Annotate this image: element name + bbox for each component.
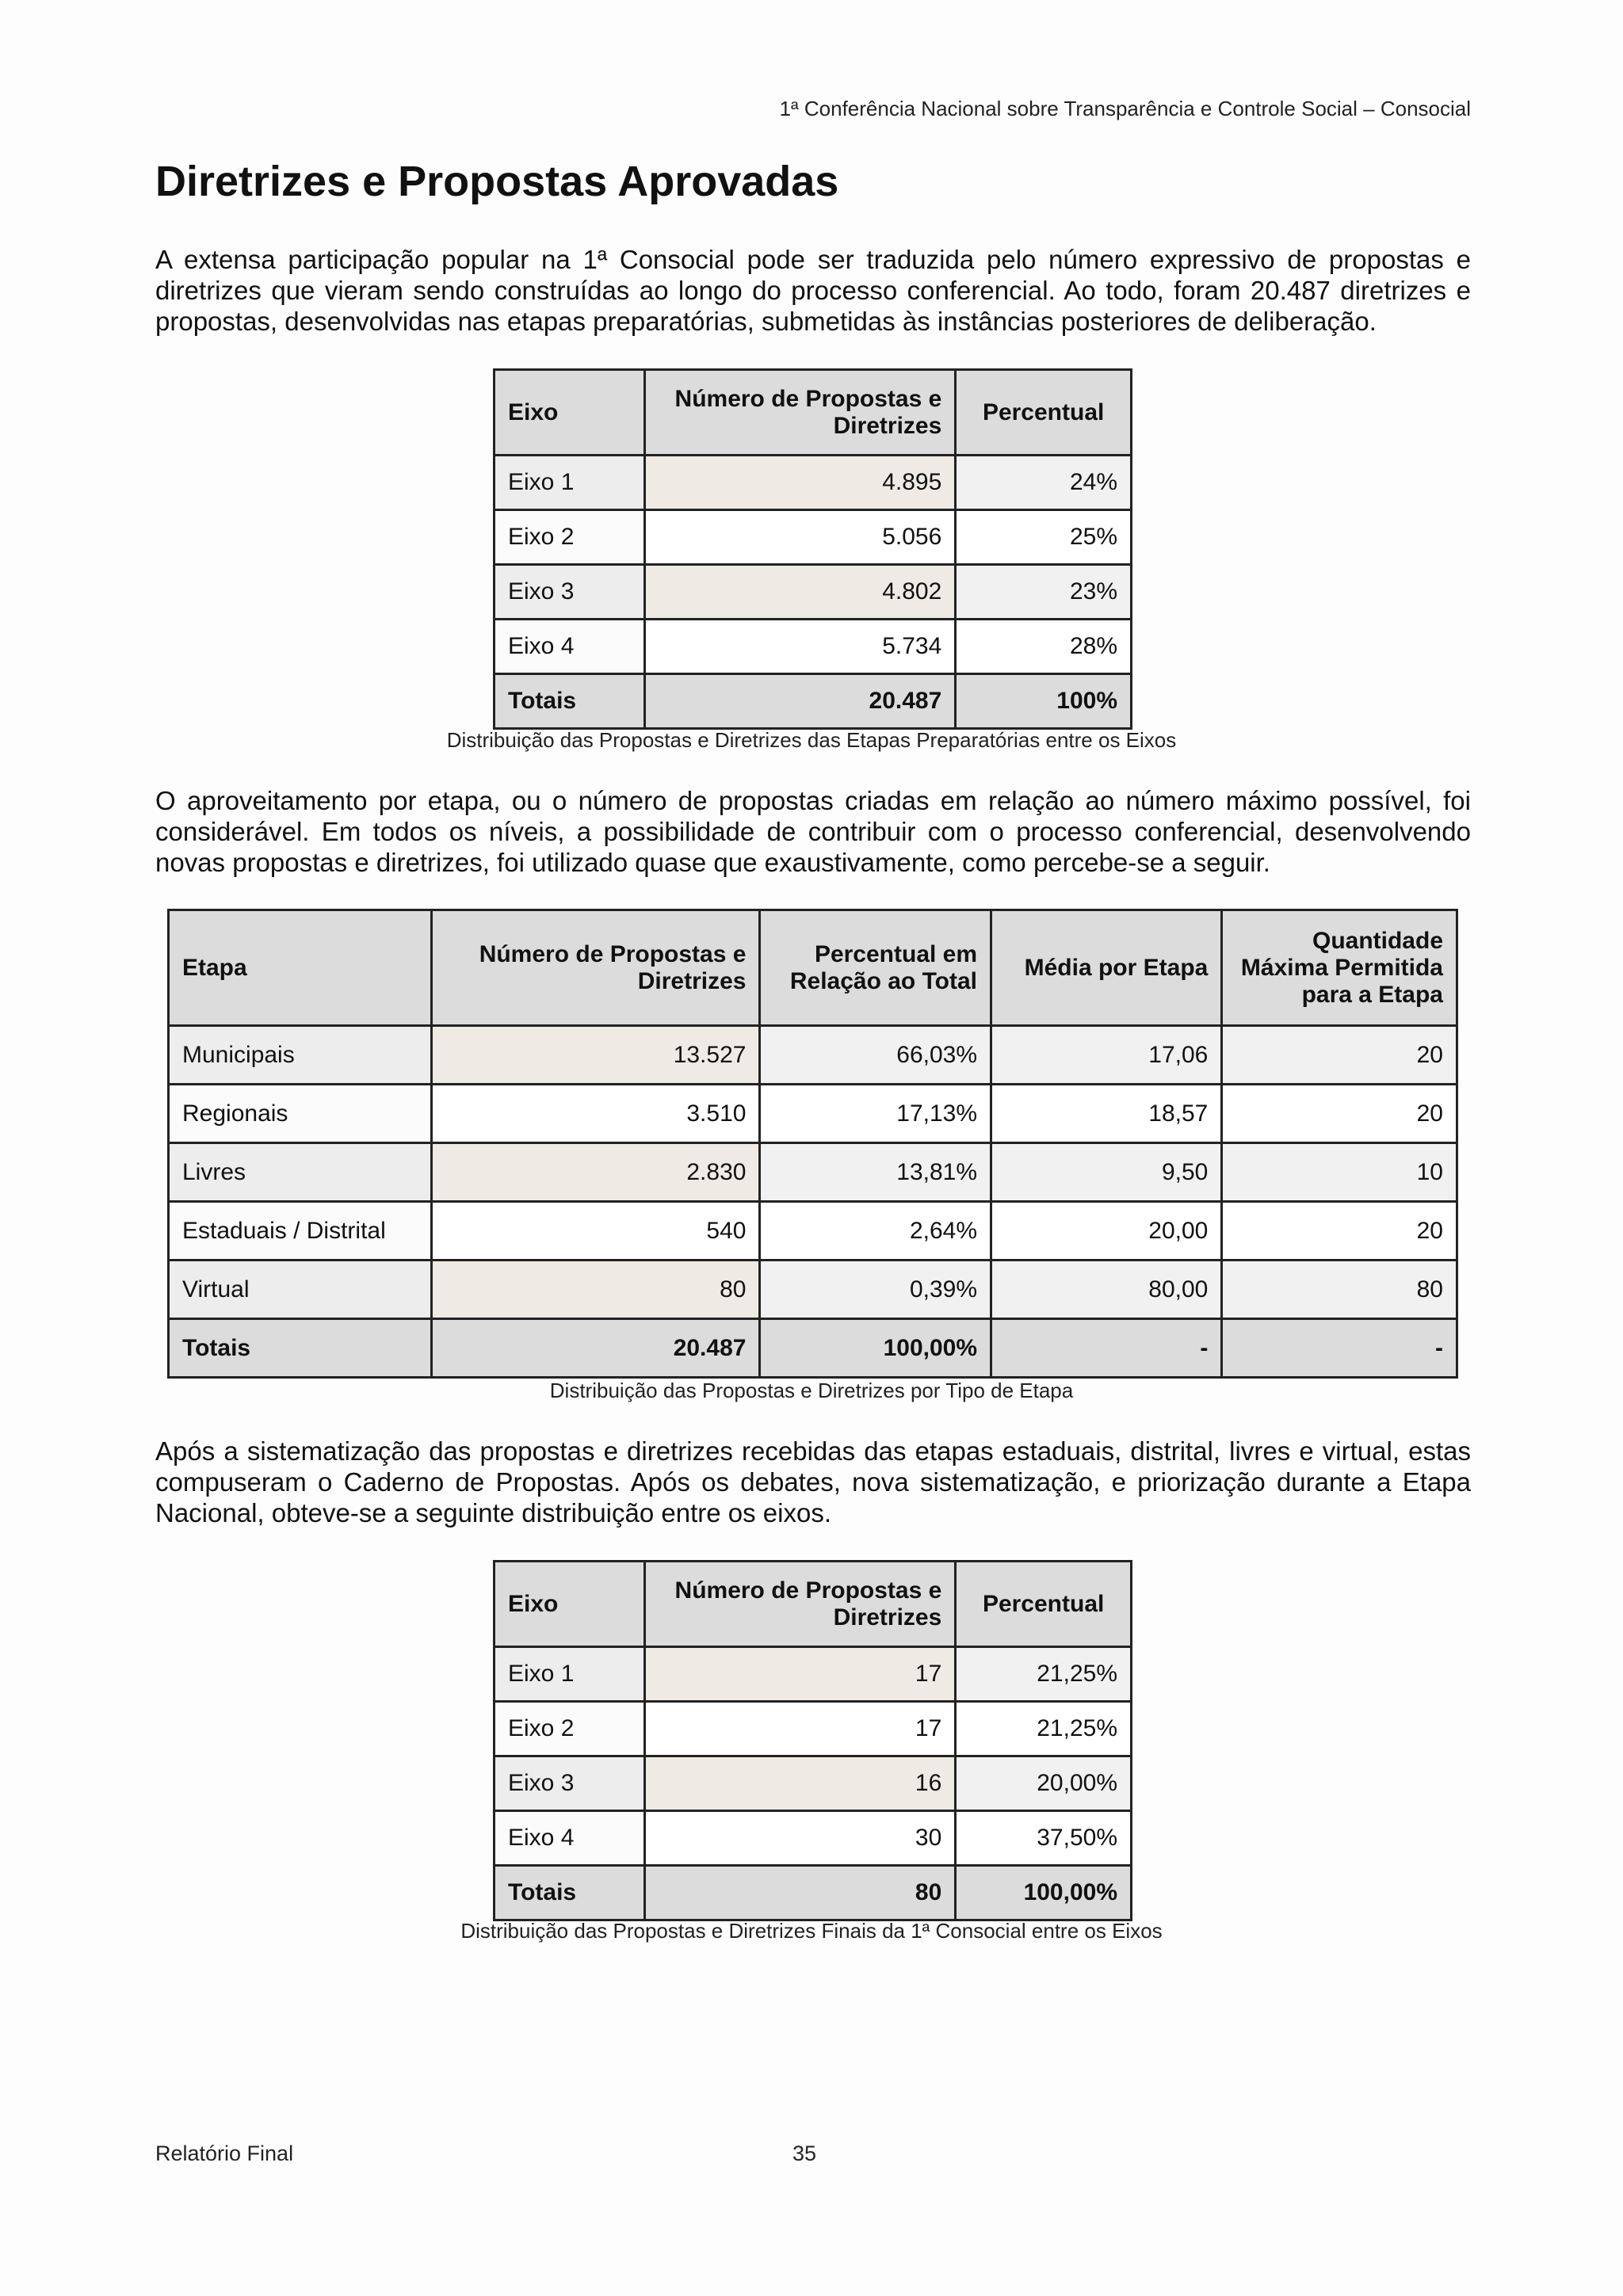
cell-percent: 37,50% — [956, 1811, 1132, 1866]
cell-total-label: Totais — [169, 1319, 432, 1378]
col-header-eixo: Eixo — [495, 1562, 645, 1647]
cell-count: 80 — [432, 1261, 760, 1319]
cell-percent: 25% — [956, 510, 1132, 565]
table-row — [495, 565, 1132, 620]
running-header: 1ª Conferência Nacional sobre Transparência e Controle Social – Consocial — [779, 97, 1471, 120]
table-row — [495, 456, 1132, 510]
cell-total-count: 20.487 — [645, 674, 956, 729]
cell-eixo: Eixo 2 — [495, 1702, 645, 1756]
cell-etapa: Estaduais / Distrital — [169, 1202, 432, 1261]
cell-etapa: Livres — [169, 1143, 432, 1202]
final-paragraph: Após a sistematização das propostas e diretrizes recebidas das etapas estaduais, distrital, livres e virtual, estas compuseram o Caderno de Propostas. Após os debates, nova sistematização, e priorização durante a Etapa Nacional, obteve-se a seguinte distribuição entre os eixos. — [155, 1436, 1471, 1527]
cell-percent: 28% — [956, 620, 1132, 674]
table-caption: Distribuição das Propostas e Diretrizes Finais da 1ª Consocial entre os Eixos — [460, 1919, 1163, 1943]
footer-report-title: Relatório Final — [155, 2142, 294, 2165]
section-title: Diretrizes e Propostas Aprovadas — [155, 158, 839, 205]
cell-percent: 20,00% — [956, 1756, 1132, 1811]
cell-percent: 21,25% — [956, 1702, 1132, 1756]
table-row — [495, 1702, 1132, 1756]
col-header-count: Número de Propostas e Diretrizes — [645, 370, 956, 456]
cell-total-count: 80 — [645, 1866, 956, 1920]
table-preparatory-axes — [493, 368, 1132, 730]
cell-average: 17,06 — [991, 1026, 1222, 1085]
table-total-row — [495, 674, 1132, 729]
cell-count: 4.802 — [645, 565, 956, 620]
col-header-percent: Percentual em Relação ao Total — [760, 910, 991, 1026]
table-header-row — [169, 910, 1457, 1026]
col-header-average: Média por Etapa — [991, 910, 1222, 1026]
cell-total-label: Totais — [495, 674, 645, 729]
cell-percent: 0,39% — [760, 1261, 991, 1319]
cell-total-label: Totais — [495, 1866, 645, 1920]
table-row — [495, 620, 1132, 674]
table-header-row — [495, 1562, 1132, 1647]
table-row — [169, 1085, 1457, 1143]
cell-eixo: Eixo 1 — [495, 456, 645, 510]
cell-count: 5.056 — [645, 510, 956, 565]
table-row — [169, 1261, 1457, 1319]
cell-max: 80 — [1222, 1261, 1457, 1319]
cell-average: 9,50 — [991, 1143, 1222, 1202]
cell-etapa: Municipais — [169, 1026, 432, 1085]
table-row — [495, 510, 1132, 565]
cell-count: 540 — [432, 1202, 760, 1261]
cell-total-count: 20.487 — [432, 1319, 760, 1378]
cell-max: 20 — [1222, 1026, 1457, 1085]
cell-count: 5.734 — [645, 620, 956, 674]
cell-eixo: Eixo 3 — [495, 565, 645, 620]
cell-total-average: - — [991, 1319, 1222, 1378]
cell-eixo: Eixo 2 — [495, 510, 645, 565]
table-row — [495, 1811, 1132, 1866]
cell-eixo: Eixo 4 — [495, 620, 645, 674]
stage-paragraph: O aproveitamento por etapa, ou o número de propostas criadas em relação ao número máximo possível, foi considerável. Em todos os níveis, a possibilidade de contribuir com o processo conferencial, desenvolvendo novas propostas e diretrizes, foi utilizado quase que exaustivamente, como percebe-se a seguir. — [155, 786, 1471, 877]
table-row — [169, 1143, 1457, 1202]
cell-max: 20 — [1222, 1085, 1457, 1143]
col-header-count: Número de Propostas e Diretrizes — [432, 910, 760, 1026]
cell-count: 17 — [645, 1702, 956, 1756]
intro-paragraph: A extensa participação popular na 1ª Consocial pode ser traduzida pelo número expressivo de propostas e diretrizes que vieram sendo construídas ao longo do processo conferencial. Ao todo, foram 20.487 diretrizes e propostas, desenvolvidas nas etapas preparatórias, submetidas às instâncias posteriores de deliberação. — [155, 245, 1471, 336]
cell-percent: 21,25% — [956, 1647, 1132, 1702]
cell-percent: 66,03% — [760, 1026, 991, 1085]
cell-average: 18,57 — [991, 1085, 1222, 1143]
cell-total-percent: 100,00% — [956, 1866, 1132, 1920]
col-header-percent: Percentual — [956, 1562, 1132, 1647]
col-header-count: Número de Propostas e Diretrizes — [645, 1562, 956, 1647]
cell-max: 10 — [1222, 1143, 1457, 1202]
cell-average: 80,00 — [991, 1261, 1222, 1319]
table-row — [169, 1202, 1457, 1261]
cell-count: 16 — [645, 1756, 956, 1811]
cell-percent: 24% — [956, 456, 1132, 510]
table-total-row — [495, 1866, 1132, 1920]
cell-count: 13.527 — [432, 1026, 760, 1085]
cell-count: 2.830 — [432, 1143, 760, 1202]
cell-total-max: - — [1222, 1319, 1457, 1378]
cell-average: 20,00 — [991, 1202, 1222, 1261]
col-header-eixo: Eixo — [495, 370, 645, 456]
page-number: 35 — [792, 2142, 817, 2165]
table-header-row — [495, 370, 1132, 456]
table-row — [495, 1756, 1132, 1811]
cell-count: 4.895 — [645, 456, 956, 510]
cell-percent: 23% — [956, 565, 1132, 620]
cell-eixo: Eixo 1 — [495, 1647, 645, 1702]
table-row — [495, 1647, 1132, 1702]
table-row — [169, 1026, 1457, 1085]
cell-count: 30 — [645, 1811, 956, 1866]
cell-etapa: Virtual — [169, 1261, 432, 1319]
col-header-etapa: Etapa — [169, 910, 432, 1026]
table-caption: Distribuição das Propostas e Diretrizes por Tipo de Etapa — [549, 1379, 1074, 1402]
cell-eixo: Eixo 3 — [495, 1756, 645, 1811]
table-final-axes — [493, 1560, 1132, 1921]
table-caption: Distribuição das Propostas e Diretrizes das Etapas Preparatórias entre os Eixos — [446, 728, 1177, 752]
table-stage-types — [167, 909, 1458, 1379]
cell-eixo: Eixo 4 — [495, 1811, 645, 1866]
cell-total-percent: 100% — [956, 674, 1132, 729]
col-header-max: Quantidade Máxima Permitida para a Etapa — [1222, 910, 1457, 1026]
cell-count: 17 — [645, 1647, 956, 1702]
cell-count: 3.510 — [432, 1085, 760, 1143]
cell-percent: 17,13% — [760, 1085, 991, 1143]
cell-total-percent: 100,00% — [760, 1319, 991, 1378]
col-header-percent: Percentual — [956, 370, 1132, 456]
cell-percent: 2,64% — [760, 1202, 991, 1261]
cell-percent: 13,81% — [760, 1143, 991, 1202]
cell-max: 20 — [1222, 1202, 1457, 1261]
table-total-row — [169, 1319, 1457, 1378]
cell-etapa: Regionais — [169, 1085, 432, 1143]
